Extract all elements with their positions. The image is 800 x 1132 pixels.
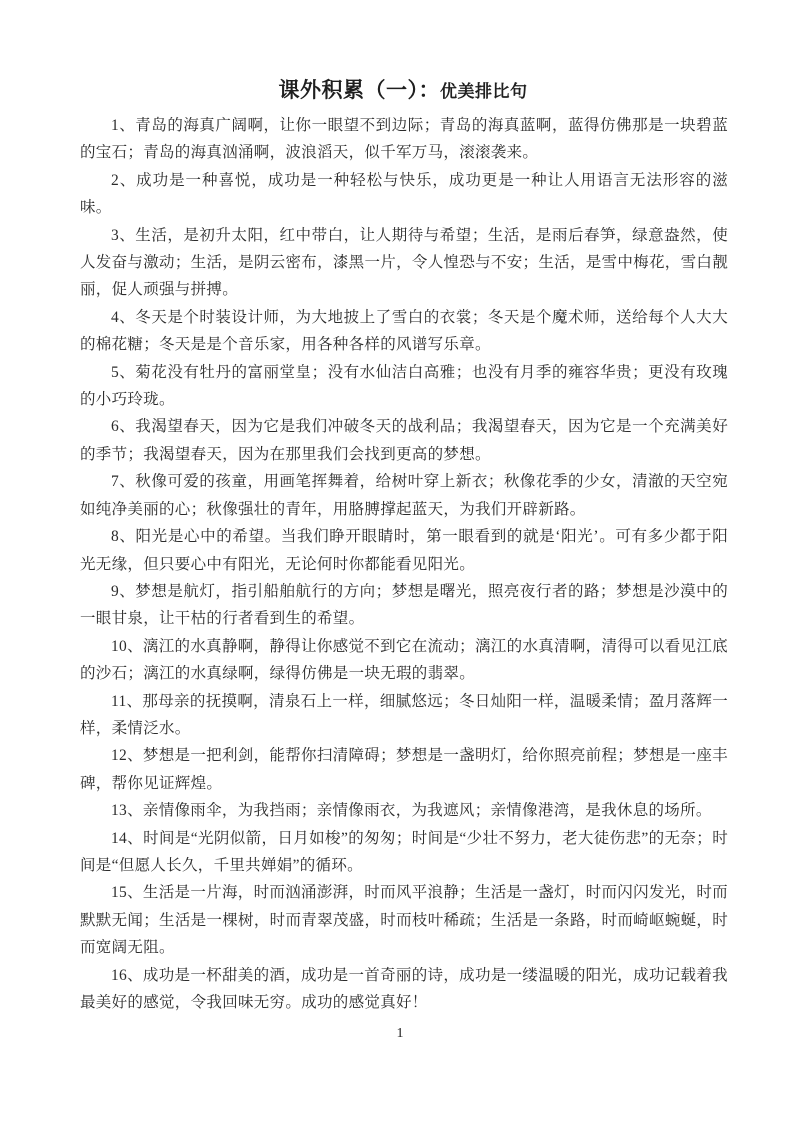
paragraph: 13、亲情像雨伞，为我挡雨；亲情像雨衣，为我遮风；亲情像港湾，是我休息的场所。 bbox=[111, 802, 712, 820]
paragraph: 3、生活，是初升太阳，红中带白，让人期待与希望；生活，是雨后春笋，绿意盎然，使人发奋与激动；生活，是阴云密布，漆黑一片，令人惶恐与不安；生活，是雪中梅花，雪白靓丽，促人顽强与拼搏。 bbox=[80, 226, 728, 299]
page-title-main: 课外积累（一）： bbox=[278, 78, 440, 102]
paragraph: 7、秋像可爱的孩童，用画笔挥舞着，给树叶穿上新衣；秋像花季的少女，清澈的天空宛如纯净美丽的心；秋像强壮的青年，用胳膊撑起蓝天，为我们开辟新路。 bbox=[80, 473, 728, 518]
paragraph: 11、那母亲的抚摸啊，清泉石上一样，细腻悠远；冬日灿阳一样，温暖柔情；盈月落辉一样，柔情泛水。 bbox=[80, 692, 728, 737]
page-title bbox=[80, 74, 726, 104]
page-title-sub: 优美排比句 bbox=[440, 82, 528, 101]
paragraph: 16、成功是一杯甜美的酒，成功是一首奇丽的诗，成功是一缕温暖的阳光，成功记载着我最美好的感觉，令我回味无穷。成功的感觉真好！ bbox=[80, 966, 728, 1011]
paragraph: 10、漓江的水真静啊，静得让你感觉不到它在流动；漓江的水真清啊，清得可以看见江底的沙石；漓江的水真绿啊，绿得仿佛是一块无瑕的翡翠。 bbox=[80, 637, 728, 683]
paragraph: 5、菊花没有牡丹的富丽堂皇；没有水仙洁白高雅；也没有月季的雍容华贵；更没有玫瑰的小巧玲珑。 bbox=[80, 363, 728, 409]
paragraph: 14、时间是“光阴似箭，日月如梭”的匆匆；时间是“少壮不努力，老大徒伤悲”的无奈；时间是“但愿人长久，千里共婵娟”的循环。 bbox=[80, 829, 728, 874]
paragraph: 15、生活是一片海，时而汹涌澎湃，时而风平浪静；生活是一盏灯，时而闪闪发光，时而默默无闻；生活是一棵树，时而青翠茂盛，时而枝叶稀疏；生活是一条路，时而崎岖蜿蜒，时而宽阔无阻。 bbox=[80, 884, 728, 957]
paragraph: 8、阳光是心中的希望。当我们睁开眼睛时，第一眼看到的就是‘阳光’。可有多少都于阳光无缘，但只要心中有阳光，无论何时你都能看见阳光。 bbox=[80, 528, 728, 573]
paragraph: 2、成功是一种喜悦，成功是一种轻松与快乐，成功更是一种让人用语言无法形容的滋味。 bbox=[80, 171, 728, 217]
paragraph: 12、梦想是一把利剑，能帮你扫清障碍；梦想是一盏明灯，给你照亮前程；梦想是一座丰碑，帮你见证辉煌。 bbox=[80, 747, 728, 792]
paragraph: 6、我渴望春天，因为它是我们冲破冬天的战利品；我渴望春天，因为它是一个充满美好的季节；我渴望春天，因为在那里我们会找到更高的梦想。 bbox=[80, 418, 728, 463]
paragraph: 1、青岛的海真广阔啊，让你一眼望不到边际；青岛的海真蓝啊，蓝得仿佛那是一块碧蓝的宝石；青岛的海真汹涌啊，波浪滔天，似千军万马，滚滚袭来。 bbox=[80, 117, 728, 162]
paragraph: 9、梦想是航灯，指引船舶航行的方向；梦想是曙光，照亮夜行者的路；梦想是沙漠中的一眼甘泉，让干枯的行者看到生的希望。 bbox=[80, 582, 728, 628]
page-number: 1 bbox=[396, 1026, 404, 1041]
paragraph-list bbox=[80, 112, 728, 1016]
paragraph: 4、冬天是个时装设计师，为大地披上了雪白的衣裳；冬天是个魔术师，送给每个人大大的棉花糖；冬天是是个音乐家，用各种各样的风谱写乐章。 bbox=[80, 308, 728, 354]
